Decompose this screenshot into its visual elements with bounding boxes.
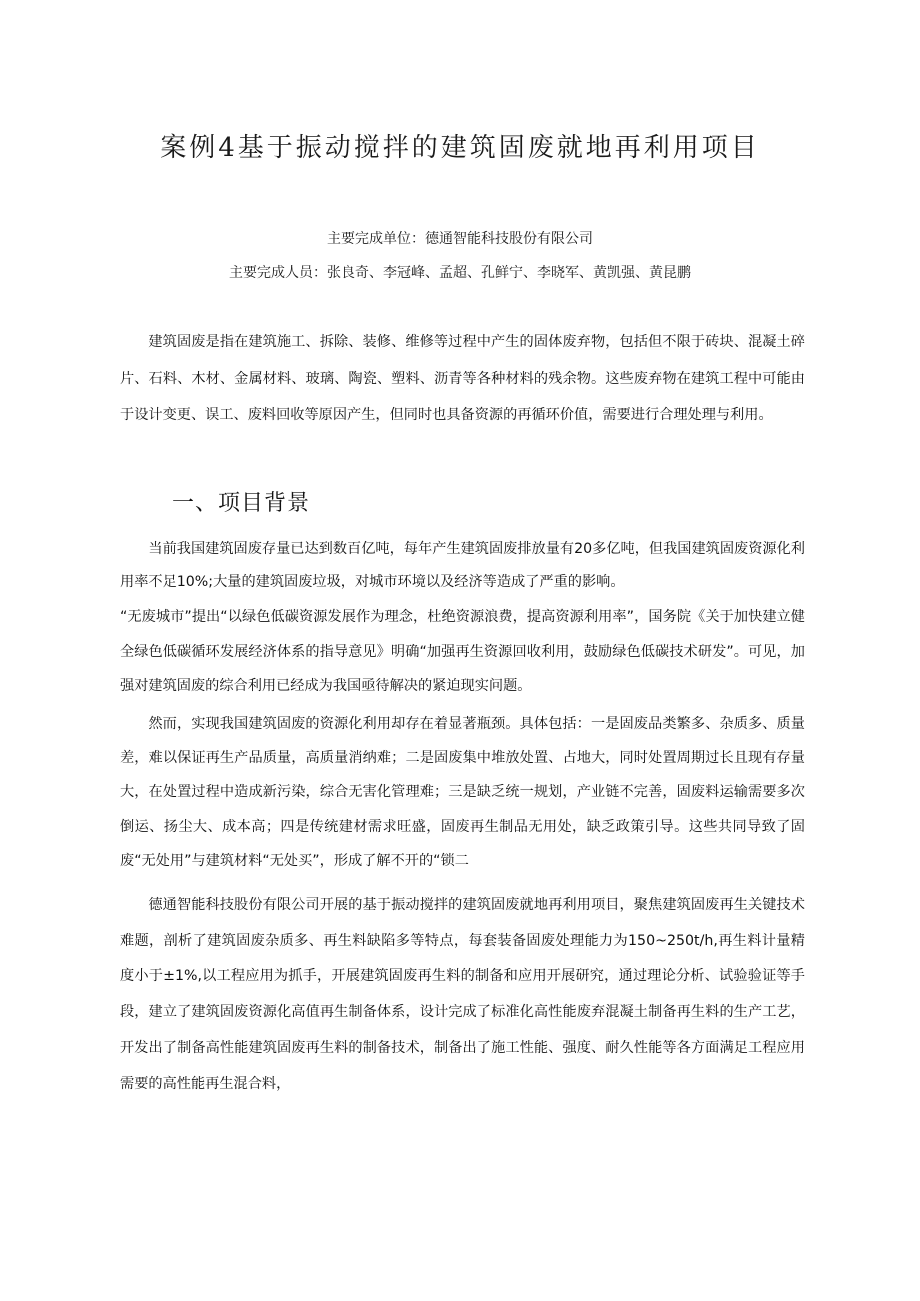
section-heading-background: 一、项目背景	[172, 491, 311, 516]
background-paragraph-4: 德通智能科技股份有限公司开展的基于振动搅拌的建筑固废就地再利用项目，聚焦建筑固废再生关键技术难题，剖析了建筑固废杂质多、再生料缺陷多等特点，每套装备固废处理能力为150~250t/h,再生料计量精度小于±1%,以工程应用为抓手，开展建筑固废再生料的制备和应用开展研究，通过理论分析、试验验证等手段，建立了建筑固废资源化高值再生制备体系，设计完成了标准化高性能废弃混凝土制备再生料的生产工艺，开发出了制备高性能建筑固废再生料的制备技术，制备出了施工性能、强度、耐久性能等各方面满足工程应用需要的高性能再生混合料，	[120, 897, 805, 1092]
completion-unit-label: 主要完成单位：	[327, 231, 425, 247]
completion-people-label: 主要完成人员：	[229, 265, 327, 281]
background-paragraph-2-block	[120, 600, 805, 704]
background-paragraph-3-block	[120, 707, 805, 878]
intro-section	[120, 324, 805, 434]
completion-unit-value: 德通智能科技股份有限公司	[425, 231, 593, 247]
background-paragraph-1-block	[120, 533, 805, 599]
completion-people-line	[0, 262, 920, 282]
background-paragraph-2: “无废城市”提出“以绿色低碳资源发展作为理念，杜绝资源浪费，提高资源利用率”，国务院《关于加快建立健全绿色低碳循环发展经济体系的指导意见》明确“加强再生资源回收利用，鼓励绿色低碳技术研发”。可见，加强对建筑固废的综合利用已经成为我国亟待解决的紧迫现实问题。	[120, 609, 805, 694]
intro-paragraph: 建筑固废是指在建筑施工、拆除、装修、维修等过程中产生的固体废弃物，包括但不限于砖块、混凝土碎片、石料、木材、金属材料、玻璃、陶瓷、塑料、沥青等各种材料的残余物。这些废弃物在建筑工程中可能由于设计变更、误工、废料回收等原因产生，但同时也具备资源的再循环价值，需要进行合理处理与利用。	[120, 334, 805, 423]
background-paragraph-1: 当前我国建筑固废存量已达到数百亿吨，每年产生建筑固废排放量有20多亿吨，但我国建筑固废资源化利用率不足10%;大量的建筑固废垃圾，对城市环境以及经济等造成了严重的影响。	[120, 541, 805, 590]
completion-unit-line	[0, 228, 920, 248]
background-paragraph-3: 然而，实现我国建筑固废的资源化利用却存在着显著瓶颈。具体包括：一是固废品类繁多、杂质多、质量差，难以保证再生产品质量，高质量消纳难；二是固废集中堆放处置、占地大，同时处置周期过长且现有存量大，在处置过程中造成新污染，综合无害化管理难；三是缺乏统一规划，产业链不完善，固废料运输需要多次倒运、扬尘大、成本高；四是传统建材需求旺盛，固废再生制品无用处，缺乏政策引导。这些共同导致了固废“无处用”与建筑材料“无处买”，形成了解不开的“锁二	[120, 716, 805, 869]
background-paragraph-4-block	[120, 888, 805, 1102]
document-title: 案例4基于振动搅拌的建筑固废就地再利用项目	[160, 133, 760, 163]
completion-people-value: 张良奇、李冠峰、孟超、孔鲜宁、李晓军、黄凯强、黄昆鹏	[327, 265, 691, 281]
